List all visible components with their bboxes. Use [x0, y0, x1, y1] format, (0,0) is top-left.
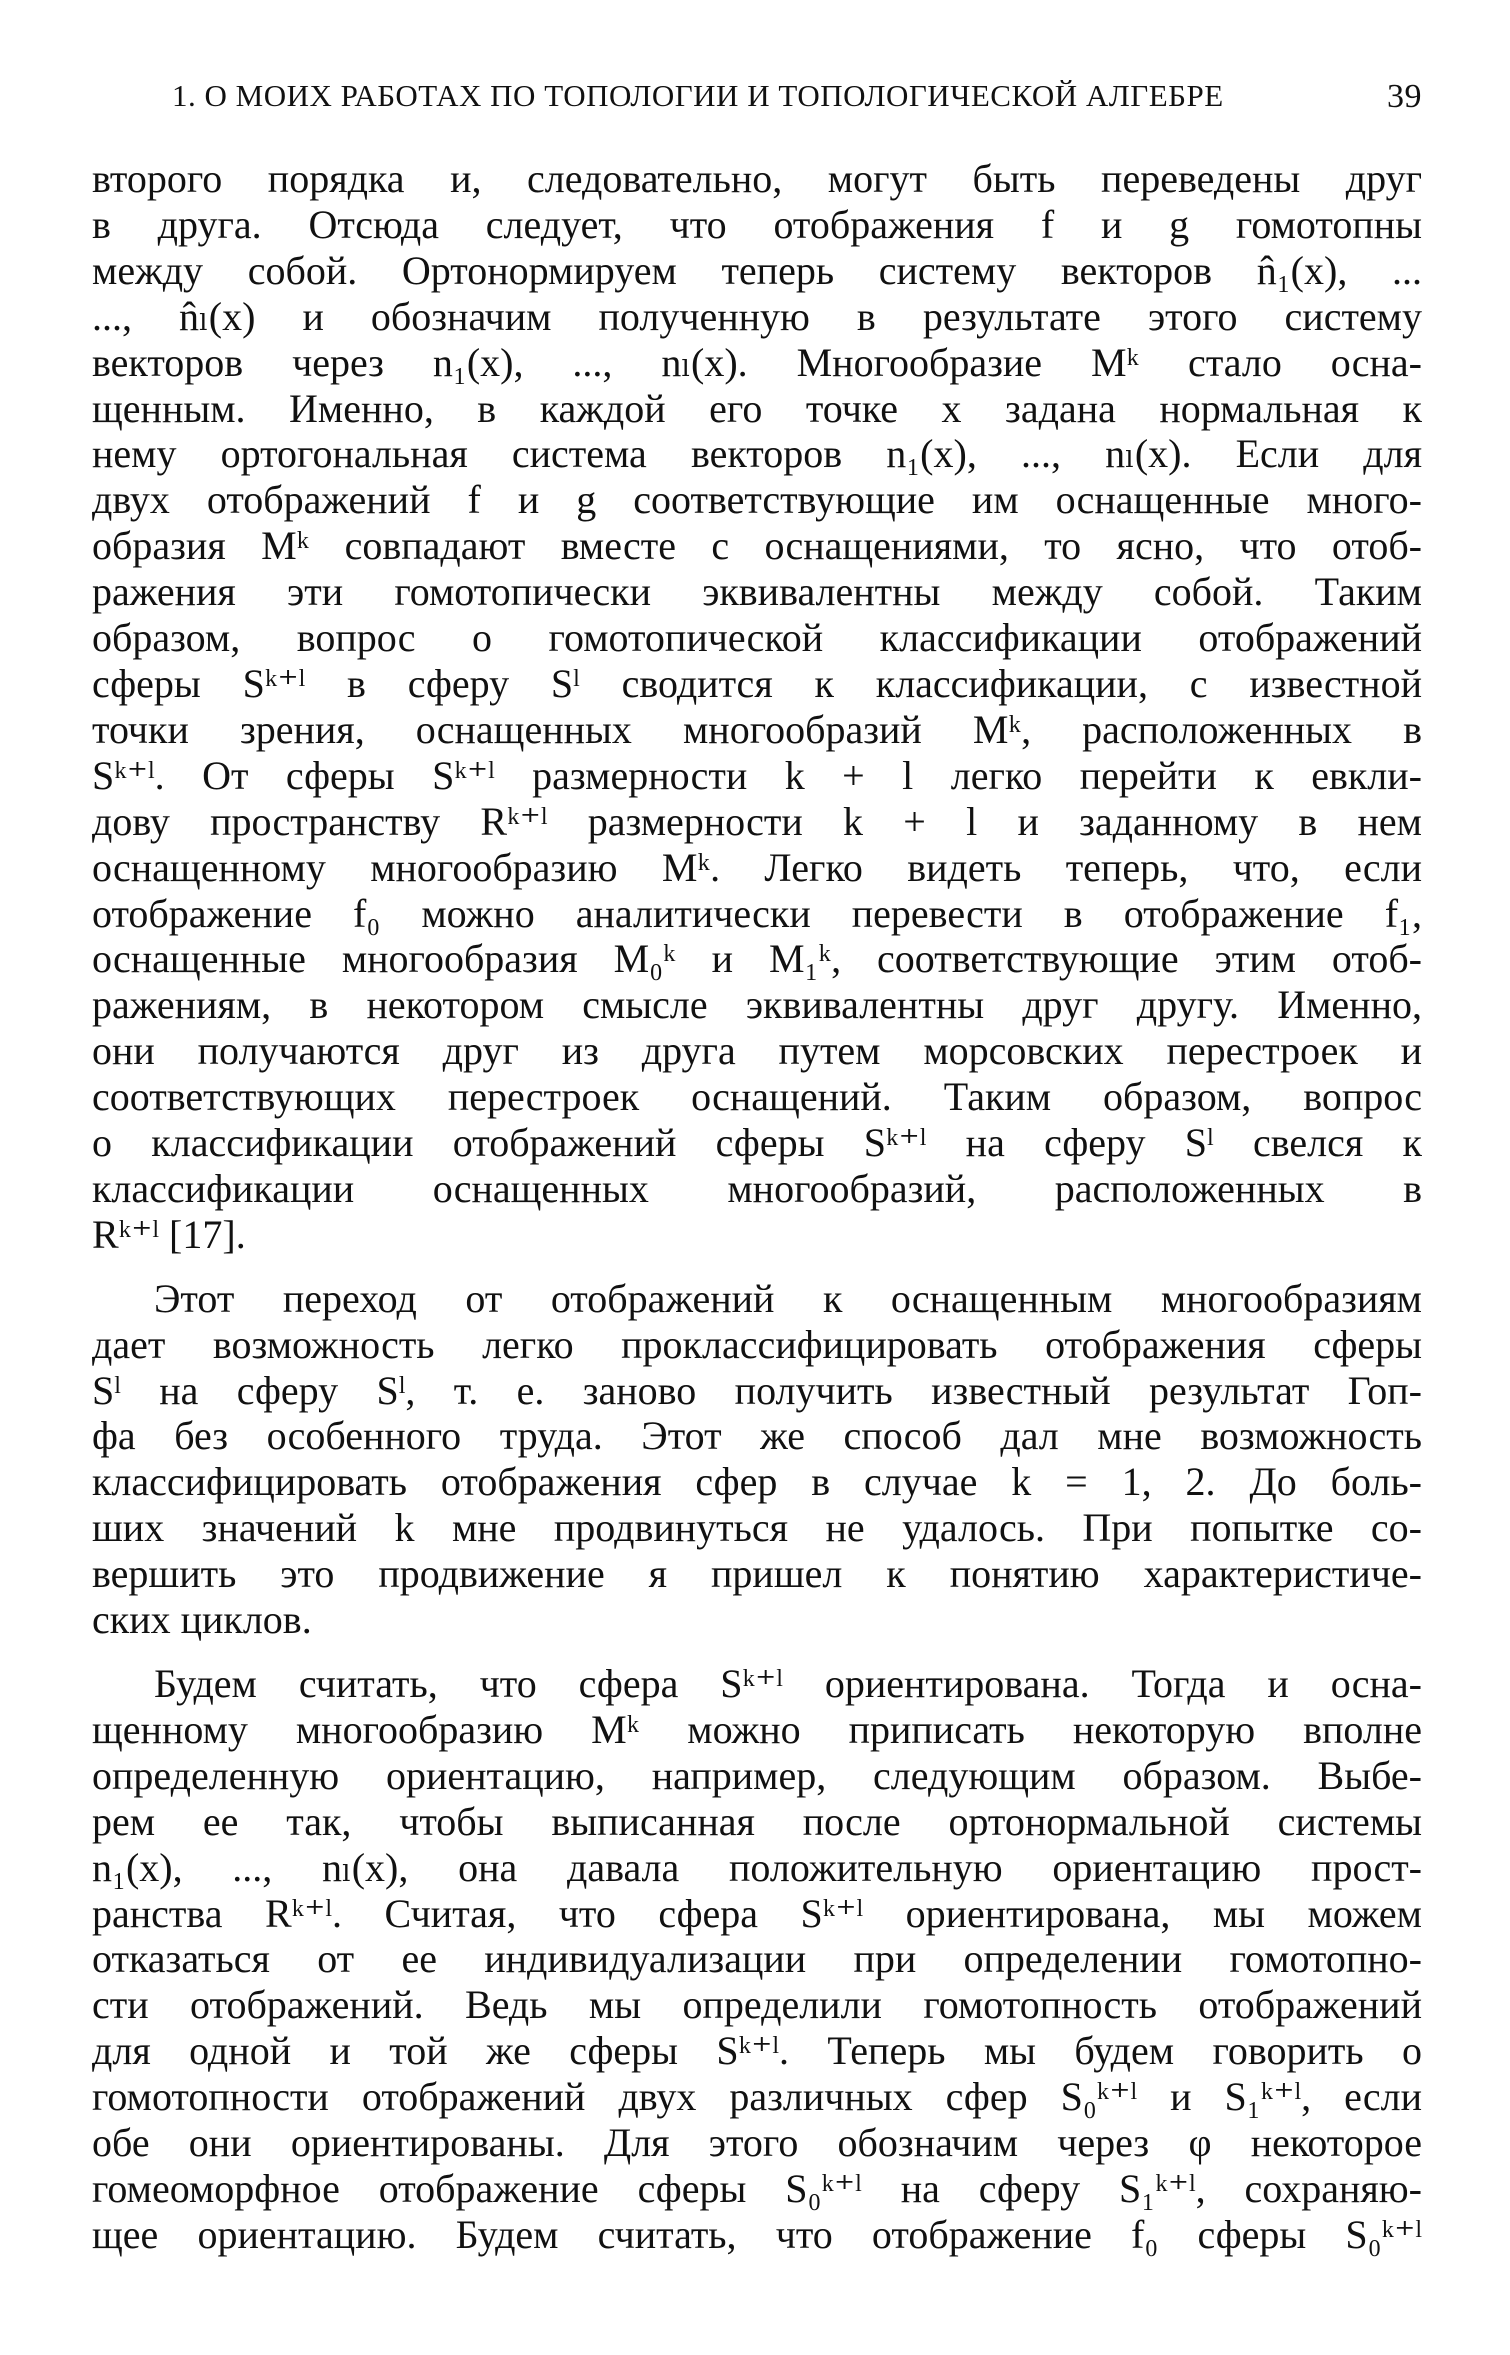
text-line: нему ортогональная система векторов n₁(x), ..., nₗ(x). Если для	[92, 431, 1422, 477]
text-line: двух отображений f и g соответствующие им оснащенные много-	[92, 477, 1422, 523]
page-number: 39	[1387, 78, 1422, 115]
text-line: рем ее так, чтобы выписанная после ортонормальной системы	[92, 1798, 1422, 1844]
page	[92, 70, 1422, 2258]
text-line: о классификации отображений сферы Sᵏ⁺ˡ на сферу Sˡ свелся к	[92, 1120, 1422, 1166]
running-head	[92, 70, 1422, 130]
paragraph-1	[92, 156, 1422, 1258]
text-line: Sˡ на сферу Sˡ, т. е. заново получить известный результат Гоп-	[92, 1367, 1422, 1413]
text-line: фа без особенного труда. Этот же способ дал мне возможность	[92, 1413, 1422, 1459]
text-line: ранства Rᵏ⁺ˡ. Считая, что сфера Sᵏ⁺ˡ ориентирована, мы можем	[92, 1890, 1422, 1936]
text-line: они получаются друг из друга путем морсовских перестроек и	[92, 1028, 1422, 1074]
text-line: обе они ориентированы. Для этого обозначим через φ некоторое	[92, 2120, 1422, 2166]
paragraph-3	[92, 1661, 1422, 2258]
text-line: сти отображений. Ведь мы определили гомотопность отображений	[92, 1982, 1422, 2028]
text-line: оснащенные многообразия M₀ᵏ и M₁ᵏ, соответствующие этим отоб-	[92, 936, 1422, 982]
text-line: отображение f₀ можно аналитически перевести в отображение f₁,	[92, 890, 1422, 936]
text-line: вершить это продвижение я пришел к понятию характеристиче-	[92, 1551, 1422, 1597]
text-line: ражениям, в некотором смысле эквивалентны друг другу. Именно,	[92, 982, 1422, 1028]
text-line: точки зрения, оснащенных многообразий Mᵏ, расположенных в	[92, 706, 1422, 752]
text-line: векторов через n₁(x), ..., nₗ(x). Многообразие Mᵏ стало осна-	[92, 339, 1422, 385]
text-line: образом, вопрос о гомотопической классификации отображений	[92, 615, 1422, 661]
text-line: для одной и той же сферы Sᵏ⁺ˡ. Теперь мы будем говорить о	[92, 2028, 1422, 2074]
text-line: ших значений k мне продвинуться не удалось. При попытке со-	[92, 1505, 1422, 1551]
text-line: определенную ориентацию, например, следующим образом. Выбе-	[92, 1752, 1422, 1798]
text-line: щенному многообразию Mᵏ можно приписать некоторую вполне	[92, 1706, 1422, 1752]
text-line: дает возможность легко проклассифицировать отображения сферы	[92, 1321, 1422, 1367]
text-line: Будем считать, что сфера Sᵏ⁺ˡ ориентирована. Тогда и осна-	[154, 1661, 1422, 1706]
text-line: дову пространству Rᵏ⁺ˡ размерности k + l и заданному в нем	[92, 798, 1422, 844]
text-line: отказаться от ее индивидуализации при определении гомотопно-	[92, 1936, 1422, 1982]
text-line: классификации оснащенных многообразий, расположенных в	[92, 1165, 1422, 1211]
text-line: Этот переход от отображений к оснащенным многообразиям	[154, 1275, 1422, 1321]
text-line: Sᵏ⁺ˡ. От сферы Sᵏ⁺ˡ размерности k + l легко перейти к евкли-	[92, 752, 1422, 798]
text-line: Rᵏ⁺ˡ [17].	[92, 1211, 246, 1257]
text-line: ражения эти гомотопически эквивалентны между собой. Таким	[92, 569, 1422, 615]
text-line: ских циклов.	[92, 1597, 312, 1643]
text-line: n₁(x), ..., nₗ(x), она давала положительную ориентацию прост-	[92, 1844, 1422, 1890]
text-line: образия Mᵏ совпадают вместе с оснащениями, то ясно, что отоб-	[92, 523, 1422, 569]
text-line: гомотопности отображений двух различных сфер S₀ᵏ⁺ˡ и S₁ᵏ⁺ˡ, если	[92, 2074, 1422, 2120]
text-line: классифицировать отображения сфер в случае k = 1, 2. До боль-	[92, 1459, 1422, 1505]
text-line: сферы Sᵏ⁺ˡ в сферу Sˡ сводится к классификации, с известной	[92, 660, 1422, 706]
text-line: между собой. Ортонормируем теперь систему векторов n̂₁(x), ...	[92, 247, 1422, 293]
text-line: щенным. Именно, в каждой его точке x задана нормальная к	[92, 385, 1422, 431]
text-line: второго порядка и, следовательно, могут быть переведены друг	[92, 156, 1422, 201]
text-line: в друга. Отсюда следует, что отображения f и g гомотопны	[92, 201, 1422, 247]
text-line: соответствующих перестроек оснащений. Таким образом, вопрос	[92, 1074, 1422, 1120]
paragraph-2	[92, 1276, 1422, 1643]
text-line: щее ориентацию. Будем считать, что отображение f₀ сферы S₀ᵏ⁺ˡ	[92, 2211, 1422, 2257]
text-line: ..., n̂ₗ(x) и обозначим полученную в результате этого систему	[92, 293, 1422, 339]
text-line: оснащенному многообразию Mᵏ. Легко видеть теперь, что, если	[92, 844, 1422, 890]
running-head-title: 1. О МОИХ РАБОТАХ ПО ТОПОЛОГИИ И ТОПОЛОГИЧЕСКОЙ АЛГЕБРЕ	[172, 78, 1224, 113]
text-line: гомеоморфное отображение сферы S₀ᵏ⁺ˡ на сферу S₁ᵏ⁺ˡ, сохраняю-	[92, 2165, 1422, 2211]
